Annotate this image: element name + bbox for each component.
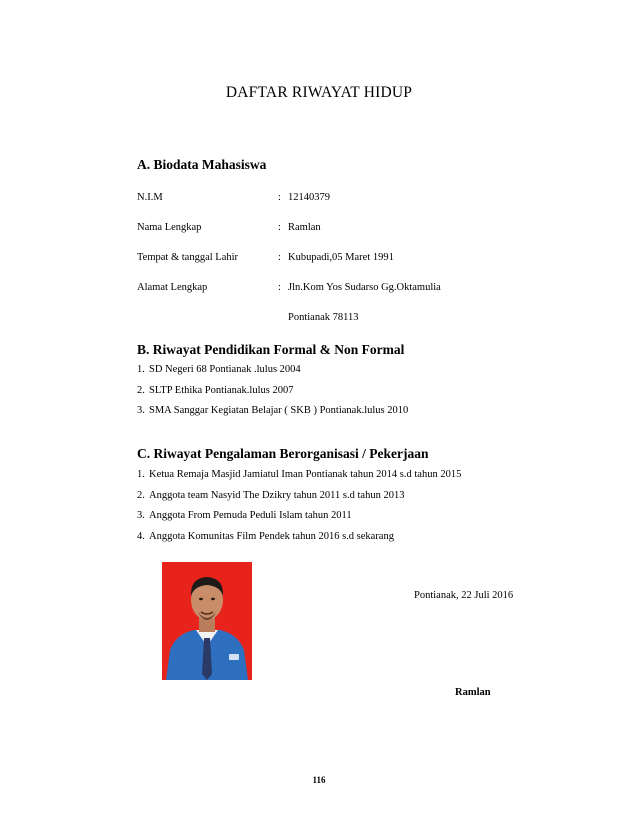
place-date: Pontianak, 22 Juli 2016 [414, 590, 514, 601]
field-value: Ramlan [288, 222, 321, 233]
person-portrait-icon [162, 562, 252, 680]
list-number: 1. [137, 469, 145, 480]
document-title: DAFTAR RIWAYAT HIDUP [225, 84, 413, 101]
profile-photo [162, 562, 252, 680]
address-line2: Pontianak 78113 [288, 312, 359, 323]
list-item [137, 531, 461, 552]
field-value: 12140379 [288, 192, 330, 203]
field-label: Tempat & tanggal Lahir [137, 252, 239, 263]
education-list [137, 364, 408, 426]
list-number: 3. [137, 510, 145, 521]
list-text: SLTP Ethika Pontianak.lulus 2007 [149, 384, 294, 396]
field-label: N.I.M [137, 192, 163, 203]
list-text: Anggota team Nasyid The Dzikry tahun 2011 s.d tahun 2013 [149, 489, 405, 501]
list-item [137, 385, 408, 406]
field-colon: : [278, 192, 281, 203]
section-c-heading: C. Riwayat Pengalaman Berorganisasi / Pekerjaan [137, 446, 429, 461]
list-item [137, 364, 408, 385]
list-text: SD Negeri 68 Pontianak .lulus 2004 [149, 364, 301, 375]
list-text: Ketua Remaja Masjid Jamiatul Iman Pontianak tahun 2014 s.d tahun 2015 [149, 469, 462, 480]
section-b-heading: B. Riwayat Pendidikan Formal & Non Formal [137, 342, 405, 357]
list-item [137, 469, 461, 490]
list-item [137, 490, 461, 511]
list-number: 4. [137, 530, 145, 542]
list-text: Anggota Komunitas Film Pendek tahun 2016 s.d sekarang [149, 530, 394, 542]
section-a-heading: A. Biodata Mahasiswa [137, 157, 267, 172]
field-value: Kubupadi,05 Maret 1991 [288, 252, 394, 263]
experience-list [137, 469, 461, 551]
signer-name: Ramlan [455, 687, 491, 698]
list-text: SMA Sanggar Kegiatan Belajar ( SKB ) Pontianak.lulus 2010 [149, 405, 409, 416]
list-number: 1. [137, 364, 145, 375]
list-item [137, 510, 461, 531]
list-number: 2. [137, 384, 145, 396]
list-text: Anggota From Pemuda Peduli Islam tahun 2011 [149, 510, 352, 521]
page-number: 116 [312, 775, 326, 785]
field-colon: : [278, 282, 281, 293]
list-number: 2. [137, 489, 145, 501]
field-label: Alamat Lengkap [137, 282, 208, 293]
field-colon: : [278, 252, 281, 263]
list-item [137, 405, 408, 426]
list-number: 3. [137, 405, 145, 416]
field-value: Jln.Kom Yos Sudarso Gg.Oktamulia [288, 282, 441, 293]
field-colon: : [278, 222, 281, 233]
field-label: Nama Lengkap [137, 222, 202, 233]
